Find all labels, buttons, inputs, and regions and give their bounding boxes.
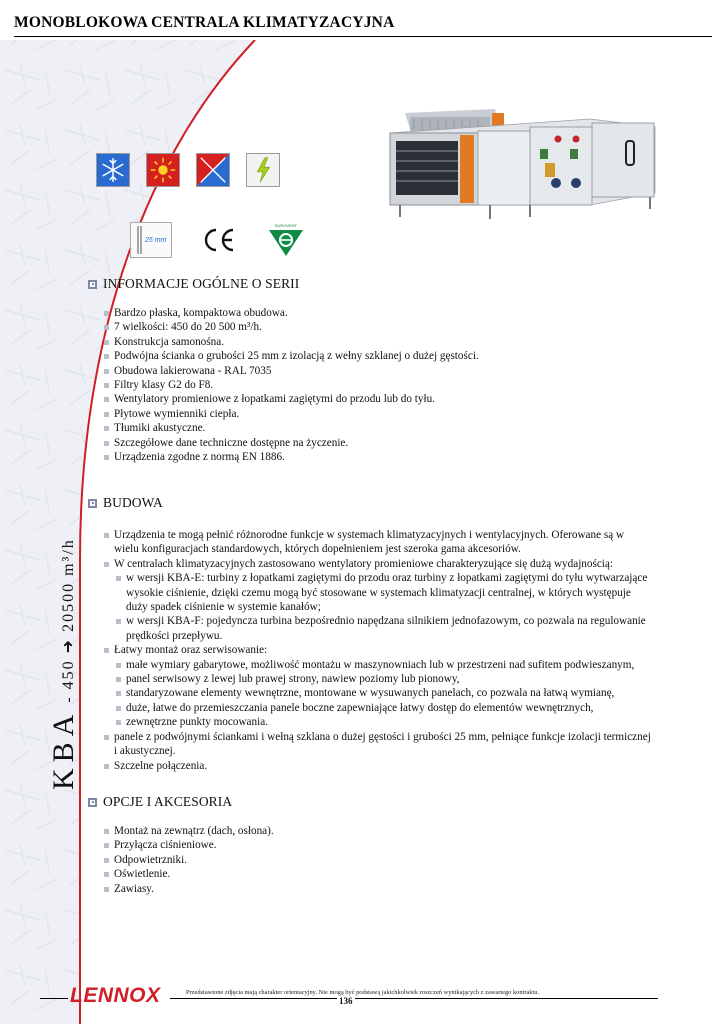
label-dash: -: [60, 695, 77, 703]
list-item: panele z podwójnymi ściankami i wełną szklana o dużej gęstości i grubości 25 mm, pełniące funkcje izolacji termicznej: [104, 730, 660, 744]
snowflake-icon: [96, 153, 130, 187]
list-item: Urządzenia zgodne z normą EN 1886.: [104, 450, 660, 464]
list-item: Tłumiki akustyczne.: [104, 421, 660, 435]
certification-icons: [130, 222, 306, 258]
list-item: Zawiasy.: [104, 882, 660, 896]
list-item: Konstrukcja samonośna.: [104, 335, 660, 349]
section-budowa-title: BUDOWA: [103, 495, 163, 510]
list-subitem: standaryzowane elementy wewnętrzne, montowane w wysuwanych panelach, co pozwala na łatwą wymianę,: [104, 686, 660, 700]
list-item: Wentylatory promieniowe z łopatkami zagiętymi do przodu lub do tyłu.: [104, 392, 660, 406]
range-unit: m³/h: [60, 538, 77, 576]
footer-disclaimer: Przedstawione zdjęcia mają charakter orientacyjny. Nie mogą być podstawą jakichkolwiek roszczeń wynikających z zawartego kontraktu.: [186, 989, 540, 996]
footer-divider: [170, 998, 658, 999]
list-item-continuation: wielu konfiguracjach standardowych, których dopełnieniem jest szeroka gama akcesoriów.: [114, 543, 521, 556]
air-handling-unit-image: [380, 105, 660, 230]
info-list: [104, 306, 660, 464]
list-item: Płytowe wymienniki ciepła.: [104, 407, 660, 421]
list-item: Oświetlenie.: [104, 867, 660, 881]
ce-mark-icon: [202, 227, 236, 253]
list-item: Filtry klasy G2 do F8.: [104, 378, 660, 392]
model-name: KBA: [47, 708, 80, 790]
list-subitem-continuation: prędkości przepływu.: [126, 629, 223, 642]
section-budowa-header: [88, 495, 163, 511]
list-item-continuation: i akustycznej.: [114, 745, 176, 758]
heat-recovery-icon: [196, 153, 230, 187]
list-item: Montaż na zewnątrz (dach, osłona).: [104, 824, 660, 838]
page-number: 136: [339, 996, 353, 1006]
list-item: Łatwy montaż oraz serwisowanie:: [104, 643, 660, 657]
list-subitem-continuation: wysokie ciśnienie, dzięki czemu mogą być stosowane w systemach klimatyzacji centralnej, w których występuje: [126, 586, 631, 599]
list-subitem: w wersji KBA-E: turbiny z łopatkami zagiętymi do przodu oraz turbiny z łopatkami zagiętymi do tyłu wytwarzające: [104, 571, 660, 585]
section-info-header: [88, 276, 299, 292]
list-item: Urządzenia te mogą pełnić różnorodne funkcje w systemach klimatyzacyjnych i wentylacyjnych. Oferowane są w: [104, 528, 660, 542]
side-model-label: [47, 538, 81, 790]
range-to: 20500: [60, 581, 77, 632]
section-marker-icon: [88, 280, 97, 289]
range-from: 450: [60, 659, 77, 690]
title-divider: [14, 36, 712, 37]
page-title: MONOBLOKOWA CENTRALA KLIMATYZACYJNA: [14, 14, 395, 31]
panel-label: 25 mm: [145, 237, 167, 244]
heating-sun-icon: [146, 153, 180, 187]
list-subitem: panel serwisowy z lewej lub prawej strony, nawiew poziomy lub pionowy,: [104, 672, 660, 686]
list-item: Przyłącza ciśnieniowe.: [104, 838, 660, 852]
list-item: Podwójna ścianka o grubości 25 mm z izolacją z wełny szklanej o dużej gęstości.: [104, 349, 660, 363]
list-item: 7 wielkości: 450 do 20 500 m³/h.: [104, 320, 660, 334]
list-subitem-continuation: duży spadek ciśnienie w systemie kanałów;: [126, 601, 321, 614]
budowa-list: [104, 528, 660, 773]
section-marker-icon: [88, 798, 97, 807]
list-item: W centralach klimatyzacyjnych zastosowano wentylatory promieniowe charakteryzujące się dużą wydajnością:: [104, 557, 660, 571]
list-item: Bardzo płaska, kompaktowa obudowa.: [104, 306, 660, 320]
footer-divider: [40, 998, 68, 999]
list-item: Szczegółowe dane techniczne dostępne na życzenie.: [104, 436, 660, 450]
section-opcje-title: OPCJE I AKCESORIA: [103, 794, 233, 809]
list-subitem: duże, łatwe do przemieszczania panele boczne zapewniające łatwy dostęp do elementów wewnętrznych,: [104, 701, 660, 715]
section-info-title: INFORMACJE OGÓLNE O SERII: [103, 276, 300, 291]
arrow-right-icon: ➜: [60, 637, 77, 654]
feature-icons: [96, 153, 280, 187]
electric-bolt-icon: [246, 153, 280, 187]
list-item: Odpowietrzniki.: [104, 853, 660, 867]
list-subitem: w wersji KBA-F: pojedyncza turbina bezpośrednio napędzana silnikiem jednofazowym, co pozwala na regulowanie: [104, 614, 660, 628]
panel-thickness-icon: [130, 222, 172, 258]
section-opcje-header: [88, 794, 232, 810]
eurovent-icon: [266, 222, 306, 258]
list-subitem: zewnętrzne punkty mocowania.: [104, 715, 660, 729]
opcje-list: [104, 824, 660, 896]
lennox-logo: LENNOX: [70, 984, 161, 1007]
list-item: Szczelne połączenia.: [104, 759, 660, 773]
list-subitem: małe wymiary gabarytowe, możliwość montażu w maszynowniach lub w przestrzeni nad sufitem podwieszanym,: [104, 658, 660, 672]
svg-text:EUROVENT: EUROVENT: [274, 223, 298, 228]
section-marker-icon: [88, 499, 97, 508]
list-item: Obudowa lakierowana - RAL 7035: [104, 364, 660, 378]
